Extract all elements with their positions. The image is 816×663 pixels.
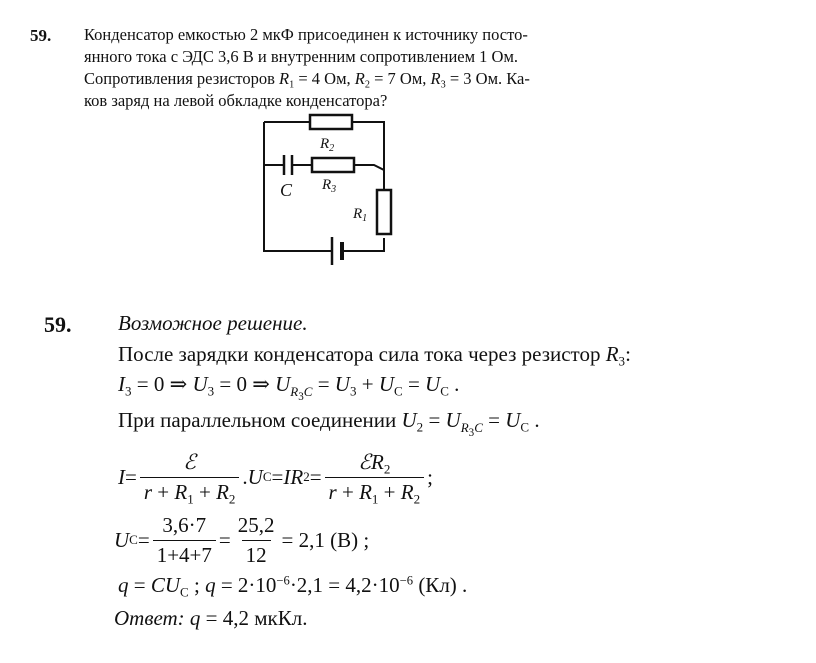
solution-number: 59. <box>44 312 72 337</box>
fraction-numeric-2: $\frac{25,2}{12}$ <box>237 513 275 567</box>
solution-line-3: При параллельном соединении $U_2 = U_{R_3C} = U_C$ . <box>118 408 540 439</box>
answer-line: Ответ: q = 4,2 мкКл. <box>114 606 308 630</box>
problem-line-3: Сопротивления резисторов $R_1 = 4$ Ом, $R_2 = 7$ Ом, $R_3 = 3$ Ом. Ка- <box>84 69 530 91</box>
fraction-voltage: $\frac{ℰR_2}{r + R_1 + R_2}$ <box>325 450 425 503</box>
label-r3: $R_3$ <box>322 177 337 195</box>
wire-top <box>264 122 384 184</box>
label-r2: $R_2$ <box>320 136 335 154</box>
fraction-numeric-1: $\frac{3,6\cdot 7}{1+4+7}$ <box>153 513 216 566</box>
fraction-current: $\frac{\text{ℰ}}{r + R_1 + R_2}$ <box>140 450 240 503</box>
solution-line-5: U C = $\frac{3,6\cdot 7}{1+4+7}$ = $\frac{25,2}{12}$ = 2,1 (В) ; <box>114 513 370 567</box>
label-c: C <box>280 180 293 200</box>
wire-bottom-right <box>342 238 384 251</box>
resistor-r3 <box>312 158 354 172</box>
solution-line-2: $I_3 = 0$ ⇒ $U_3 = 0$ ⇒ $U_{R_3C} = U_3 + U_C = U_C$ . <box>118 372 460 403</box>
resistor-r1 <box>377 190 391 234</box>
problem-number: 59. <box>30 26 52 45</box>
problem-line-2: янного тока с ЭДС 3,6 В и внутренним сопротивлением 1 Ом. <box>84 47 519 66</box>
resistor-r2 <box>310 115 352 129</box>
problem-line-4: ков заряд на левой обкладке конденсатора? <box>84 91 388 110</box>
answer-label: Ответ: <box>114 606 185 630</box>
circuit-diagram <box>250 108 410 278</box>
problem-text <box>84 24 530 112</box>
solution-title: Возможное решение. <box>118 311 308 335</box>
label-r1: $R_1$ <box>353 206 368 224</box>
solution-line-6: $q = CU_C$ ; $q = 2\cdot 10^{-6}\cdot 2,1 = 4,2\cdot 10^{-6}$ (Кл) . <box>118 573 468 600</box>
solution-line-1: После зарядки конденсатора сила тока через резистор $R_3$: <box>118 342 631 369</box>
problem-line-1: Конденсатор емкостью 2 мкФ присоединен к источнику посто- <box>84 25 528 44</box>
solution-line-4: I = $\frac{\text{ℰ}}{r + R_1 + R_2}$ . U C = IR 2 = $\frac{ℰR_2}{r + R_1 + R_2}$ ; <box>118 450 433 507</box>
